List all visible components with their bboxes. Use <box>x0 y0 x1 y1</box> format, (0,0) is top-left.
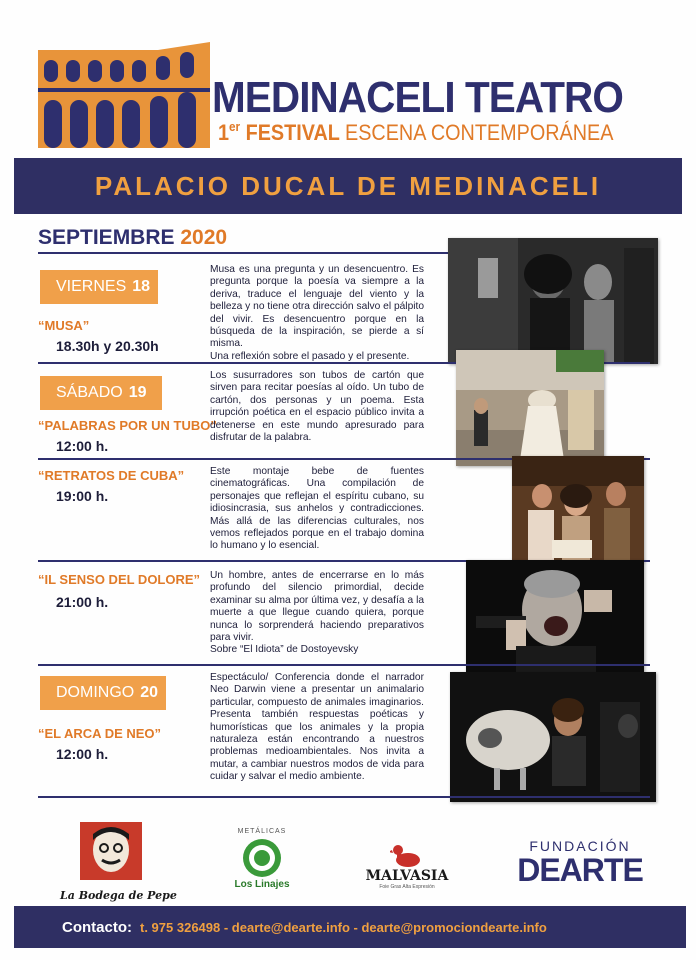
show-time-musa: 18.30h y 20.30h <box>56 338 159 354</box>
linajes-emblem-icon <box>239 837 285 879</box>
venue-name: PALACIO DUCAL DE MEDINACELI <box>94 170 602 201</box>
contact-banner <box>14 906 686 948</box>
show-title-senso: “IL SENSO DEL DOLORE” <box>38 572 201 587</box>
duck-icon <box>390 842 424 868</box>
sponsor-malvasia <box>358 842 456 902</box>
day-badge-viernes <box>40 270 158 304</box>
photo-senso <box>466 560 644 674</box>
photo-retratos <box>512 456 644 562</box>
show-title-musa: “MUSA” <box>38 318 90 333</box>
show-time-senso: 21:00 h. <box>56 594 109 610</box>
description-text: Este montaje bebe de fuentes cinematográficas. Una compilación de personajes que reflejan el espíritu cubano, su idiosincrasia, sus anhelos y contradicciones. Más allá de las diferencias culturales, nos vemos reflejados porque en el trabajo domina lo humano y lo esencial. <box>210 466 424 552</box>
day-badge-domingo <box>40 676 166 710</box>
sponsor-los-linajes <box>226 828 298 900</box>
show-title-retratos: “RETRATOS DE CUBA” <box>38 468 185 483</box>
sponsor-fundacion-dearte <box>516 838 644 900</box>
show-time-palabras: 12:00 h. <box>56 438 109 454</box>
description-text: Una reflexión sobre el pasado y el presente. <box>210 350 410 362</box>
photo-arca-illustration <box>450 672 656 802</box>
description-text: Musa es una pregunta y un desencuentro. Es pregunta porque la poesía va siempre a la deriva, traduce el lenguaje del viento y la belleza y no tiene otra dirección salvo el pálpito del vivir. Es desencuentro porque en la búsqueda de la inspiración, se pierde a sí misma. <box>210 264 424 350</box>
photo-retratos-illustration <box>512 456 644 562</box>
show-description-arca <box>210 672 424 784</box>
contact-info: t. 975 326498 - dearte@dearte.info - dearte@promociondearte.info <box>140 919 547 935</box>
linajes-name: Los Linajes <box>234 879 290 890</box>
venue-banner <box>14 158 682 214</box>
divider <box>38 796 650 798</box>
festival-word: FESTIVAL <box>245 120 340 145</box>
show-description-musa <box>210 264 424 363</box>
malvasia-name: MALVASIA <box>365 868 449 884</box>
malvasia-tagline: Foie Gras Alta Expresión <box>379 884 435 890</box>
day-number: 19 <box>128 384 147 401</box>
show-time-arca: 12:00 h. <box>56 746 109 762</box>
month-name: SEPTIEMBRE <box>38 226 175 249</box>
show-description-palabras <box>210 370 424 444</box>
dearte-name: DEARTE <box>517 852 643 888</box>
day-badge-sabado <box>40 376 162 410</box>
palace-arches-logo <box>38 42 210 148</box>
show-description-senso <box>210 570 424 657</box>
bodega-name: La Bodega de Pepe <box>60 889 177 902</box>
show-title-palabras: “PALABRAS POR UN TUBO” <box>38 418 217 433</box>
festival-number-suffix: er <box>229 119 241 134</box>
festival-number: 1 <box>218 120 230 145</box>
day-label: DOMINGO <box>56 684 135 701</box>
show-title-arca: “EL ARCA DE NEO” <box>38 726 162 741</box>
month-heading <box>38 226 227 250</box>
contact-label: Contacto: <box>62 918 132 936</box>
photo-palabras <box>456 350 604 466</box>
year: 2020 <box>180 226 228 249</box>
festival-title: MEDINACELI TEATRO <box>212 73 623 122</box>
day-number: 20 <box>140 684 159 701</box>
bodega-face-icon <box>60 820 164 882</box>
description-text: Sobre “El Idiota” de Dostoyevsky <box>210 644 359 656</box>
linajes-top-text: METÁLICAS <box>237 828 287 835</box>
photo-musa-illustration <box>448 238 658 364</box>
fundacion-label: FUNDACIÓN <box>529 838 631 854</box>
show-description-retratos <box>210 466 424 553</box>
description-text: Un hombre, antes de encerrarse en lo más profundo del silencio primordial, decide examinar su alma por última vez, y desafía a la muerte a que llegue cuando quiera, porque nunca lo sorprenderá haciendo preparativos para vivir. <box>210 570 424 644</box>
day-label: SÁBADO <box>56 384 123 401</box>
photo-palabras-illustration <box>456 350 604 466</box>
divider <box>38 664 650 666</box>
day-number: 18 <box>132 278 151 295</box>
festival-name: ESCENA CONTEMPORÁNEA <box>344 120 614 145</box>
description-text: Los susurradores son tubos de cartón que sirven para recitar poesías al oído. Un tubo de cartón, dos personas y un poema. Esta irrupción poética en el espacio público invita a detenerse en este mundo apresurado para disfrutar de la palabra. <box>210 370 424 444</box>
show-time-retratos: 19:00 h. <box>56 488 109 504</box>
photo-senso-illustration <box>466 560 644 674</box>
day-label: VIERNES <box>56 278 127 295</box>
description-text: Espectáculo/ Conferencia donde el narrador Neo Darwin viene a presentar un animalario particular, compuesto de animales imaginarios. Presenta también respuestas poéticas y humorísticas que los animales y la propia naturaleza están encontrando a nuestros problemas medioambientales. Nos invita a mutar, a cambiar nuestros modos de vida para cuidar y salvar el medio ambiente. <box>210 672 424 783</box>
photo-musa <box>448 238 658 364</box>
sponsor-bodega-de-pepe <box>60 820 177 902</box>
photo-arca <box>450 672 656 802</box>
festival-subtitle <box>218 119 614 145</box>
